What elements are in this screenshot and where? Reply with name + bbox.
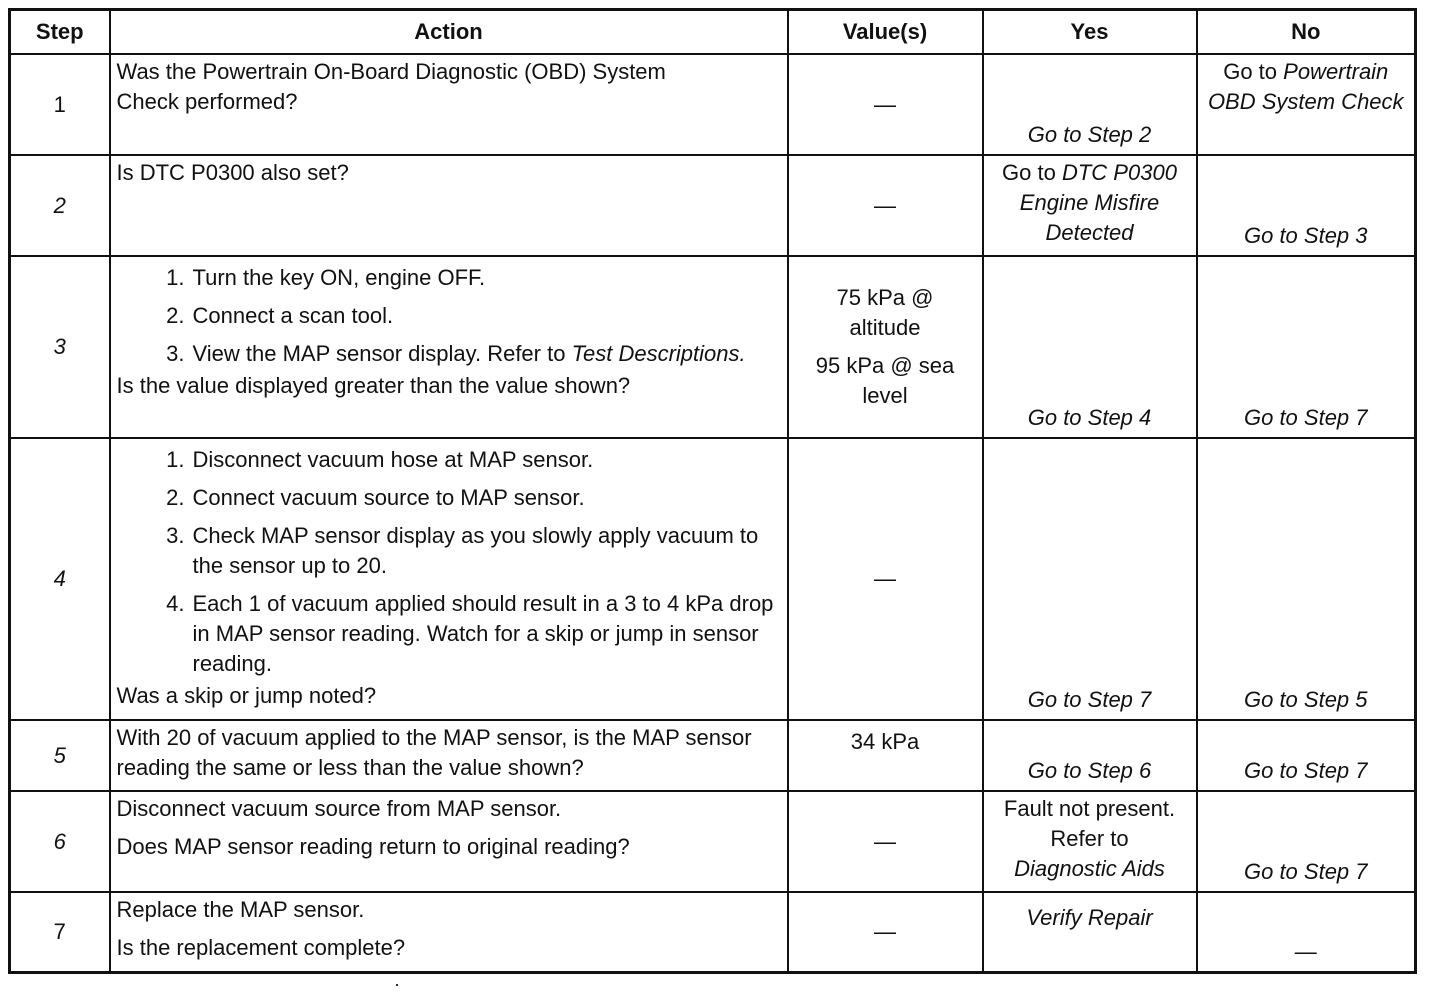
yes-goto-link[interactable]: DTC P0300 Engine Misfire Detected (1019, 160, 1177, 245)
action-cell (110, 892, 788, 972)
stray-dot (396, 984, 398, 986)
action-question: Is the value displayed greater than the value shown? (116, 373, 631, 398)
substep: 2. Connect a scan tool. (166, 303, 394, 328)
yes-goto-link[interactable]: Go to Step 7 (983, 438, 1197, 720)
header-action: Action (110, 10, 788, 55)
step-number: 5 (10, 720, 110, 791)
no-cell (1197, 54, 1416, 155)
yes-prefix: Go to (1002, 160, 1056, 185)
no-goto-link[interactable]: Go to Step 3 (1197, 155, 1416, 256)
value-cell: — (788, 892, 983, 972)
value-cell: — (788, 155, 983, 256)
action-cell (110, 791, 788, 892)
substep: 4. Each 1 of vacuum applied should result in a 3 to 4 kPa drop in MAP sensor reading. Watch for a skip or jump in sensor reading. (166, 591, 774, 676)
header-yes: Yes (983, 10, 1197, 55)
action-text: Check performed? (116, 89, 298, 114)
value-cell: — (788, 791, 983, 892)
action-cell (110, 438, 788, 720)
substep: 1. Disconnect vacuum hose at MAP sensor. (166, 447, 594, 472)
action-question: Was a skip or jump noted? (116, 683, 377, 708)
yes-goto-link[interactable]: Go to Step 4 (983, 256, 1197, 438)
table-row (10, 720, 1416, 791)
step-number: 7 (10, 892, 110, 972)
step-number: 2 (10, 155, 110, 256)
substep: 3. View the MAP sensor display. Refer to Test Descriptions. (166, 341, 746, 366)
value-cell: — (788, 54, 983, 155)
yes-cell (983, 155, 1197, 256)
yes-goto-link[interactable]: Go to Step 6 (983, 720, 1197, 791)
table-row (10, 892, 1416, 972)
header-values: Value(s) (788, 10, 983, 55)
no-goto-link[interactable]: Go to Step 5 (1197, 438, 1416, 720)
value-cell: 75 kPa @ altitude 95 kPa @ sea level (788, 256, 983, 438)
table-row (10, 54, 1416, 155)
diagnostic-table (8, 8, 1417, 974)
header-step: Step (10, 10, 110, 55)
step-number: 1 (10, 54, 110, 155)
diagnostic-aids-link[interactable]: Diagnostic Aids (1014, 856, 1165, 881)
no-goto-link[interactable]: Go to Step 7 (1197, 720, 1416, 791)
step-number: 4 (10, 438, 110, 720)
value-cell: — (788, 438, 983, 720)
substep: 1. Turn the key ON, engine OFF. (166, 265, 486, 290)
value-cell: 34 kPa (788, 720, 983, 791)
substep: 3. Check MAP sensor display as you slowly apply vacuum to the sensor up to 20. (166, 523, 759, 578)
table-row (10, 155, 1416, 256)
header-no: No (1197, 10, 1416, 55)
action-text: Was the Powertrain On-Board Diagnostic (OBD) System (116, 59, 666, 84)
no-cell: — (1197, 892, 1416, 972)
yes-cell: Fault not present. Refer to Diagnostic Aids (983, 791, 1197, 892)
no-prefix: Go to (1223, 59, 1278, 84)
action-text: With 20 of vacuum applied to the MAP sensor, is the MAP sensor reading the same or less than the value shown? (110, 720, 788, 791)
substep: 2. Connect vacuum source to MAP sensor. (166, 485, 585, 510)
step-number: 3 (10, 256, 110, 438)
action-text: Disconnect vacuum source from MAP sensor. (116, 796, 562, 821)
no-goto-link[interactable]: Go to Step 7 (1197, 791, 1416, 892)
table-row (10, 791, 1416, 892)
action-question: Is the replacement complete? (116, 935, 406, 960)
action-text: Is DTC P0300 also set? (110, 155, 788, 256)
action-cell (110, 54, 788, 155)
step-number: 6 (10, 791, 110, 892)
test-descriptions-link[interactable]: Test Descriptions. (571, 341, 746, 366)
table-row (10, 256, 1416, 438)
no-goto-link[interactable]: Go to Step 7 (1197, 256, 1416, 438)
action-cell (110, 256, 788, 438)
no-goto-link[interactable]: Powertrain OBD System Check (1207, 59, 1404, 114)
verify-repair-link[interactable]: Verify Repair (983, 892, 1197, 972)
action-text: Replace the MAP sensor. (116, 897, 365, 922)
table-row (10, 438, 1416, 720)
action-question: Does MAP sensor reading return to original reading? (116, 834, 630, 859)
yes-goto-link[interactable]: Go to Step 2 (983, 54, 1197, 155)
